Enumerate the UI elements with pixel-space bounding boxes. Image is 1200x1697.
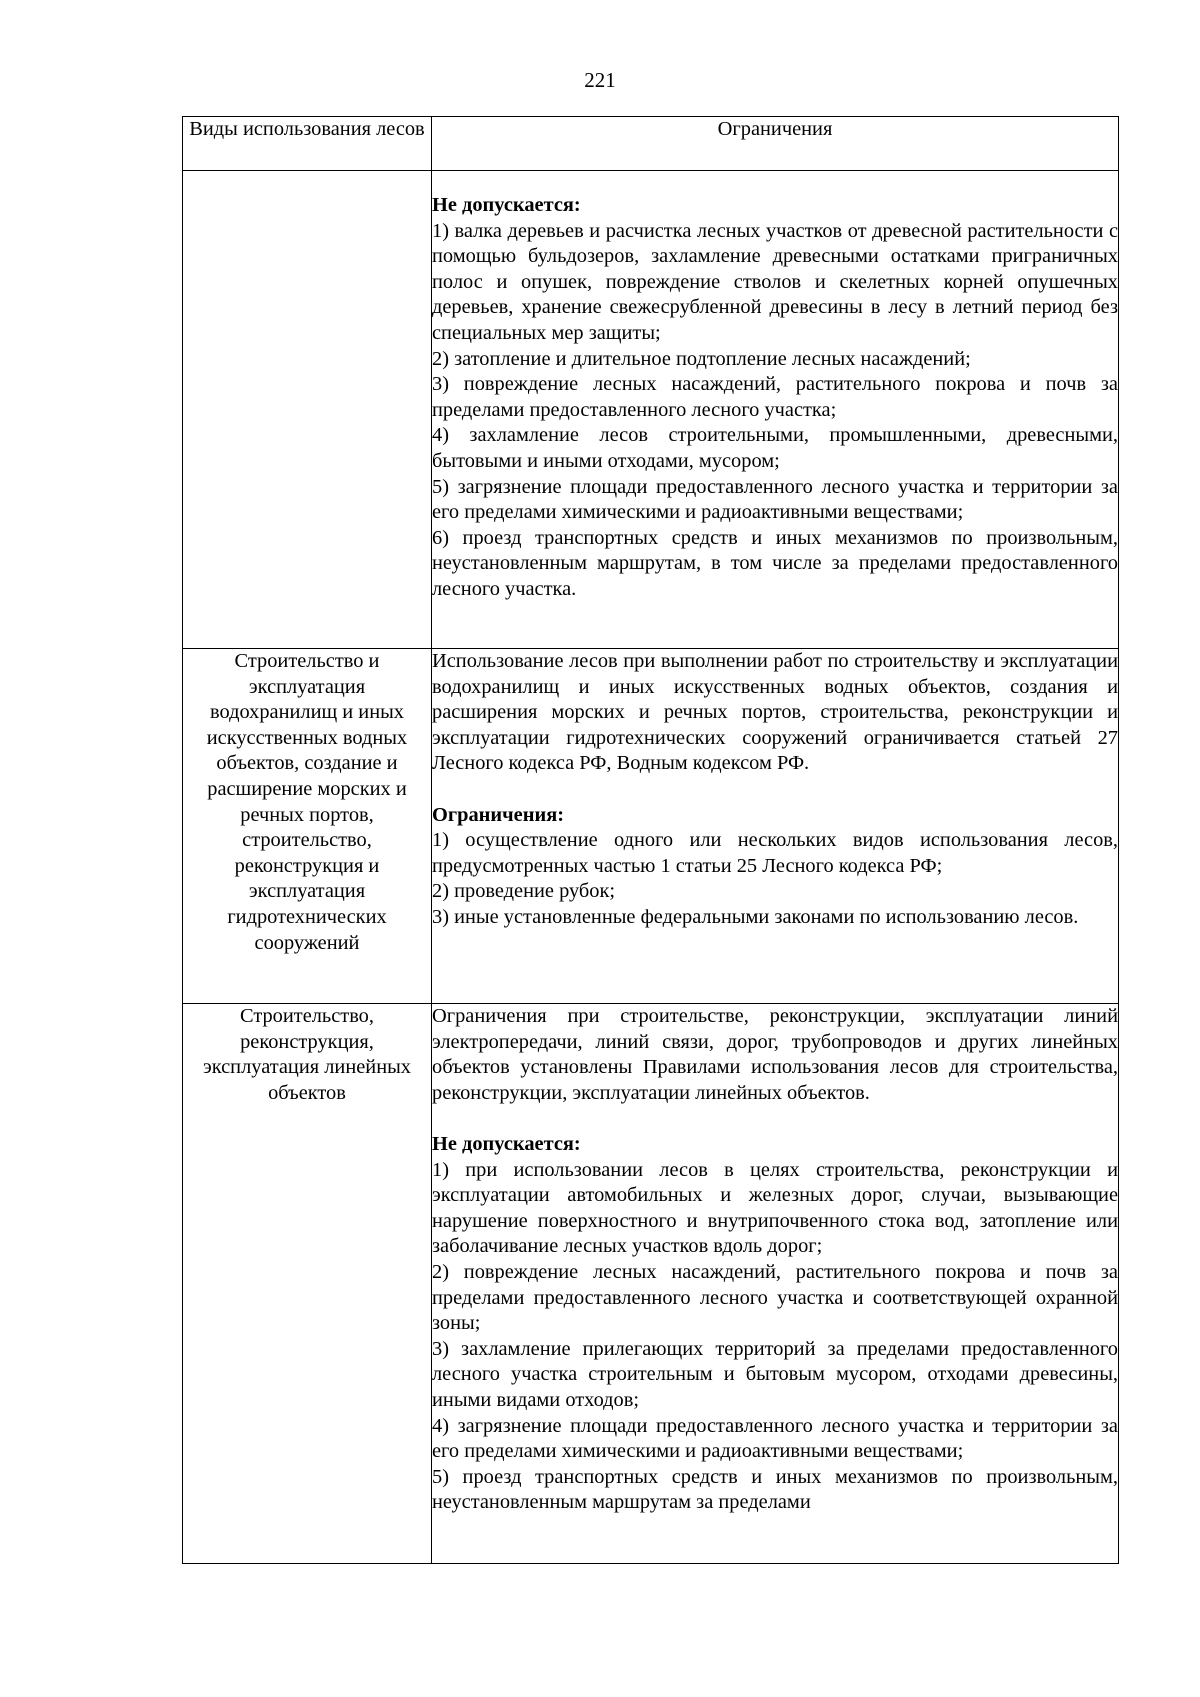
restriction-item: 5) проезд транспортных средств и иных механизмов по произвольным, неустановленным маршрутам за пределами: [432, 1465, 1118, 1514]
restriction-item: 1) осуществление одного или нескольких видов использования лесов, предусмотренных частью 1 статьи 25 Лесного кодекса РФ;: [432, 829, 1118, 877]
forest-use-type-cell: [183, 171, 432, 649]
restriction-item: 2) затопление и длительное подтопление лесных насаждений;: [432, 347, 971, 370]
restriction-intro: Использование лесов при выполнении работ по строительству и эксплуатации водохранилищ и иных искусственных водных объектов, создания и расширения морских и речных портов, строительства, реконструкции и эксплуатации гидротехнических сооружений ограничивается статьей 27 Лесного кодекса РФ, Водным кодексом РФ.: [432, 650, 1118, 775]
page-number: 221: [584, 68, 616, 92]
restriction-item: 5) загрязнение площади предоставленного лесного участка и территории за его пределами химическими и радиоактивными веществами;: [432, 475, 1118, 524]
restrictions-cell: [432, 1004, 1119, 1564]
table-row: [183, 649, 1119, 1004]
restriction-item: 3) повреждение лесных насаждений, растительного покрова и почв за пределами предоставленного лесного участка;: [432, 373, 1118, 421]
restriction-heading: Не допускается:: [432, 194, 581, 216]
table-row: [183, 171, 1119, 649]
restriction-item: 1) валка деревьев и расчистка лесных участков от древесной растительности с помощью бульдозеров, захламление древесными остатками приграничных полос и опушек, повреждение стволов и скелетных корней опушечных деревьев, хранение свежесрубленной древесины в лесу в летний период без специальных мер защиты;: [432, 219, 1118, 344]
forest-use-restrictions-table: [182, 116, 1119, 1564]
forest-use-type: Строительство и эксплуатация водохранилищ и иных искусственных водных объектов, создание и расширение морских и речных портов, строительство, реконструкция и эксплуатация гидротехнических сооружений: [206, 650, 408, 954]
restriction-item: 4) загрязнение площади предоставленного лесного участка и территории за его пределами химическими и радиоактивными веществами;: [432, 1414, 1118, 1463]
restriction-intro: Ограничения при строительстве, реконструкции, эксплуатации линий электропередачи, линий связи, дорог, трубопроводов и других линейных объектов установлены Правилами использования лесов для строительства, реконструкции, эксплуатации линейных объектов.: [432, 1005, 1118, 1104]
restrictions-cell: [432, 649, 1119, 1004]
restriction-list: [432, 219, 1118, 603]
restriction-item: 6) проезд транспортных средств и иных механизмов по произвольным, неустановленным маршрутам, в том числе за пределами предоставленного лесного участка.: [432, 526, 1118, 600]
restrictions-cell: [432, 171, 1119, 649]
restriction-item: 4) захламление лесов строительными, промышленными, древесными, бытовыми и иными отходами, мусором;: [432, 424, 1118, 472]
restriction-item: 2) проведение рубок;: [432, 880, 616, 903]
restriction-list: [432, 1158, 1118, 1516]
restriction-heading: Ограничения:: [432, 803, 565, 826]
restriction-item: 1) при использовании лесов в целях строительства, реконструкции и эксплуатации автомобильных и железных дорог, случаи, вызывающие нарушение поверхностного и внутрипочвенного стока вод, затопление или заболачивание лесных участков вдоль дорог;: [432, 1158, 1118, 1258]
restriction-item: 2) повреждение лесных насаждений, растительного покрова и почв за пределами предоставленного лесного участка и соответствующей охранной зоны;: [432, 1260, 1118, 1335]
forest-use-type-cell: [183, 649, 432, 1004]
table-header-row: [183, 117, 1119, 171]
restriction-list: [432, 828, 1118, 930]
header-forest-use-types: Виды использования лесов: [183, 117, 432, 171]
table-row: [183, 1004, 1119, 1564]
restriction-item: 3) захламление прилегающих территорий за пределами предоставленного лесного участка строительным и бытовым мусором, отходами древесины, иными видами отходов;: [432, 1337, 1118, 1411]
restriction-item: 3) иные установленные федеральными законами по использованию лесов.: [432, 905, 1079, 928]
forest-use-type: Строительство, реконструкция, эксплуатация линейных объектов: [202, 1005, 412, 1104]
restriction-heading: Не допускается:: [432, 1132, 581, 1155]
forest-use-type-cell: [183, 1004, 432, 1564]
header-restrictions: Ограничения: [432, 117, 1119, 171]
